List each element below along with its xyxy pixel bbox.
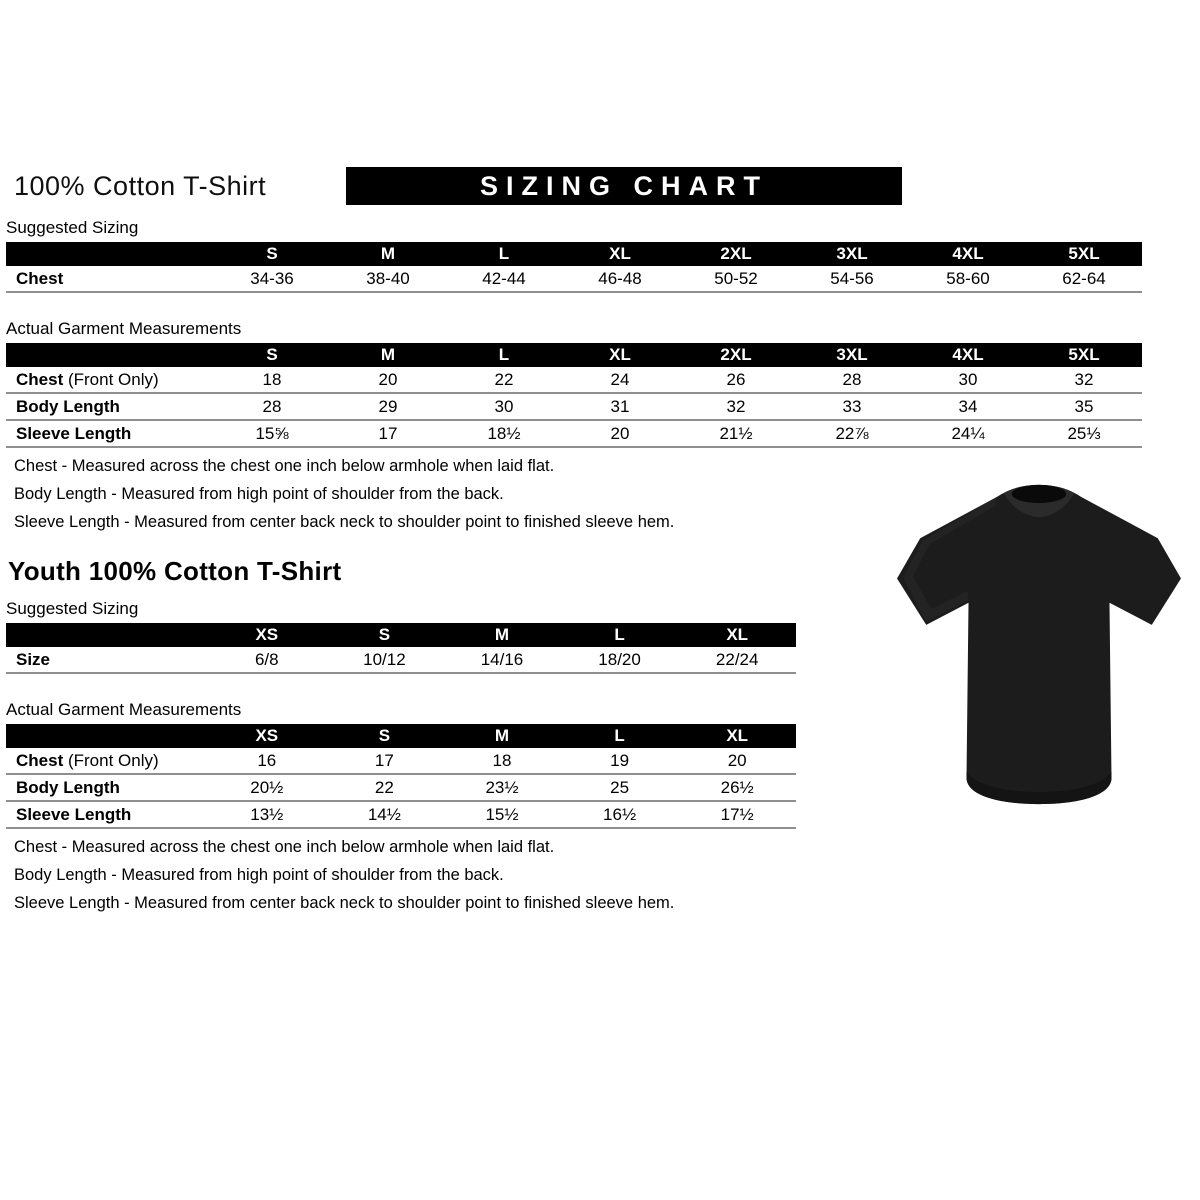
table-cell: 26 [678, 367, 794, 393]
column-header: L [446, 242, 562, 266]
table-cell: 20 [678, 748, 796, 774]
table-cell: 32 [1026, 367, 1142, 393]
table-cell: 14/16 [443, 647, 561, 673]
table-cell: 19 [561, 748, 679, 774]
table-cell: 35 [1026, 393, 1142, 420]
table-cell: 31 [562, 393, 678, 420]
row-label: Chest (Front Only) [6, 748, 208, 774]
table-cell: 34 [910, 393, 1026, 420]
table-cell: 15⅝ [214, 420, 330, 447]
table-cell: 50-52 [678, 266, 794, 292]
column-header: M [443, 724, 561, 748]
table-cell: 14½ [326, 801, 444, 828]
adult-suggested-table [6, 242, 1142, 293]
header-row [6, 724, 796, 748]
measurement-note-chest: Chest - Measured across the chest one inch below armhole when laid flat. [14, 838, 555, 856]
column-header: 5XL [1026, 242, 1142, 266]
column-header: 4XL [910, 242, 1026, 266]
measurement-note-body-length: Body Length - Measured from high point of shoulder from the back. [14, 485, 504, 503]
table-cell: 24¼ [910, 420, 1026, 447]
column-header: L [446, 343, 562, 367]
table-cell: 33 [794, 393, 910, 420]
column-header: 3XL [794, 343, 910, 367]
table-cell: 20½ [208, 774, 326, 801]
table-cell: 21½ [678, 420, 794, 447]
column-header: M [330, 242, 446, 266]
table-cell: 24 [562, 367, 678, 393]
measurement-note-body-length: Body Length - Measured from high point of shoulder from the back. [14, 866, 504, 884]
table-cell: 18 [214, 367, 330, 393]
column-header: M [330, 343, 446, 367]
header [6, 166, 1200, 206]
table-cell: 17 [330, 420, 446, 447]
table-cell: 17½ [678, 801, 796, 828]
youth-suggested-table [6, 623, 796, 674]
column-header: XS [208, 623, 326, 647]
youth-actual-measurements-label: Actual Garment Measurements [6, 700, 242, 719]
header-label-cell [6, 724, 208, 748]
youth-notes [6, 838, 1200, 913]
adult-actual-table [6, 343, 1142, 448]
table-cell: 38-40 [330, 266, 446, 292]
table-cell: 28 [214, 393, 330, 420]
table-cell: 23½ [443, 774, 561, 801]
table-cell: 18 [443, 748, 561, 774]
actual-measurements-label: Actual Garment Measurements [6, 319, 242, 338]
header-row [6, 623, 796, 647]
table-cell: 20 [562, 420, 678, 447]
table-row [6, 748, 796, 774]
table-cell: 16 [208, 748, 326, 774]
column-header: XL [678, 724, 796, 748]
black-tshirt-graphic [893, 472, 1185, 820]
table-cell: 17 [326, 748, 444, 774]
table-cell: 58-60 [910, 266, 1026, 292]
table-cell: 30 [446, 393, 562, 420]
table-cell: 18/20 [561, 647, 679, 673]
column-header: S [214, 343, 330, 367]
header-label-cell [6, 623, 208, 647]
youth-suggested-sizing-label: Suggested Sizing [6, 599, 139, 618]
header-row [6, 343, 1142, 367]
suggested-sizing-label: Suggested Sizing [6, 218, 139, 237]
table-cell: 25 [561, 774, 679, 801]
table-cell: 6/8 [208, 647, 326, 673]
table-cell: 16½ [561, 801, 679, 828]
column-header: 2XL [678, 343, 794, 367]
row-label: Sleeve Length [6, 420, 214, 447]
column-header: S [326, 724, 444, 748]
table-cell: 20 [330, 367, 446, 393]
table-cell: 22⅞ [794, 420, 910, 447]
column-header: XL [678, 623, 796, 647]
row-label: Sleeve Length [6, 801, 208, 828]
table-cell: 22 [326, 774, 444, 801]
table-row [6, 266, 1142, 292]
table-row [6, 420, 1142, 447]
table-cell: 30 [910, 367, 1026, 393]
measurement-note-sleeve-length: Sleeve Length - Measured from center back neck to shoulder point to finished sleeve hem. [14, 894, 675, 912]
page-title: 100% Cotton T-Shirt [14, 170, 267, 201]
table-cell: 25⅓ [1026, 420, 1142, 447]
column-header: S [214, 242, 330, 266]
table-cell: 13½ [208, 801, 326, 828]
column-header: 3XL [794, 242, 910, 266]
table-cell: 26½ [678, 774, 796, 801]
header-label-cell [6, 242, 214, 266]
table-cell: 46-48 [562, 266, 678, 292]
tshirt-neck-opening [1012, 485, 1066, 503]
row-label: Body Length [6, 393, 214, 420]
table-cell: 62-64 [1026, 266, 1142, 292]
table-cell: 29 [330, 393, 446, 420]
column-header: 2XL [678, 242, 794, 266]
column-header: L [561, 724, 679, 748]
row-label: Chest (Front Only) [6, 367, 214, 393]
table-cell: 15½ [443, 801, 561, 828]
column-header: XL [562, 343, 678, 367]
table-cell: 54-56 [794, 266, 910, 292]
table-cell: 32 [678, 393, 794, 420]
table-row [6, 367, 1142, 393]
header-label-cell [6, 343, 214, 367]
column-header: M [443, 623, 561, 647]
table-cell: 42-44 [446, 266, 562, 292]
table-row [6, 774, 796, 801]
table-cell: 22 [446, 367, 562, 393]
youth-title: Youth 100% Cotton T-Shirt [8, 556, 342, 586]
table-cell: 18½ [446, 420, 562, 447]
table-cell: 10/12 [326, 647, 444, 673]
table-cell: 28 [794, 367, 910, 393]
column-header: XS [208, 724, 326, 748]
measurement-note-chest: Chest - Measured across the chest one inch below armhole when laid flat. [14, 457, 555, 475]
tshirt-image [893, 472, 1185, 820]
row-label: Body Length [6, 774, 208, 801]
column-header: 4XL [910, 343, 1026, 367]
column-header: XL [562, 242, 678, 266]
row-label: Chest [6, 266, 214, 292]
header-row [6, 242, 1142, 266]
youth-actual-table [6, 724, 796, 829]
table-row [6, 393, 1142, 420]
table-cell: 22/24 [678, 647, 796, 673]
column-header: S [326, 623, 444, 647]
table-cell: 34-36 [214, 266, 330, 292]
table-row [6, 647, 796, 673]
row-label: Size [6, 647, 208, 673]
column-header: L [561, 623, 679, 647]
sizing-chart-banner: SIZING CHART [346, 167, 902, 205]
measurement-note-sleeve-length: Sleeve Length - Measured from center back neck to shoulder point to finished sleeve hem. [14, 513, 675, 531]
table-row [6, 801, 796, 828]
column-header: 5XL [1026, 343, 1142, 367]
